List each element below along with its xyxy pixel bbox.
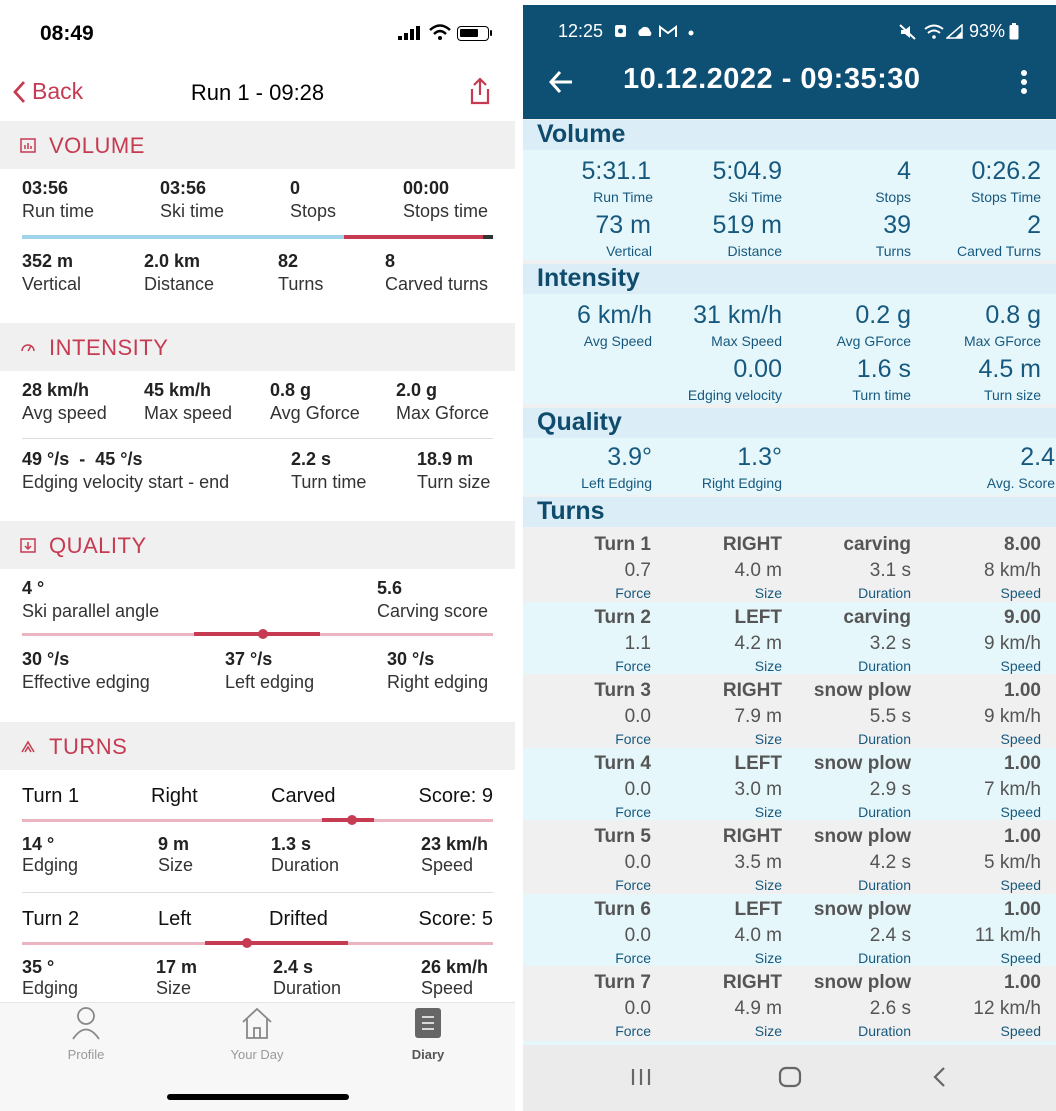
- volume-stops-time-label: Stops Time: [970, 189, 1041, 205]
- android-app: [523, 5, 1056, 1111]
- cellular-signal-icon: [398, 26, 420, 40]
- battery-icon: [1009, 23, 1019, 40]
- tab-profile-label: Profile: [67, 1047, 105, 1062]
- quality-avg-score-value: 2.4: [1020, 443, 1055, 471]
- turn-row[interactable]: Turn 7 RIGHT snow plow 1.00 0.0 4.9 m 2.6 s 12 km/h Force Size Duration Speed: [523, 967, 1056, 1039]
- gauge-icon: [20, 339, 36, 355]
- quality-stat-left-edging: 37 °/s Left edging: [225, 649, 315, 692]
- page-title: 10.12.2022 - 09:35:30: [623, 63, 921, 95]
- intensity-edging-velocity-value: 0.00: [733, 355, 782, 383]
- turn-row[interactable]: Turn 1 RIGHT carving 8.00 0.7 4.0 m 3.1 s 8 km/h Force Size Duration Speed: [523, 529, 1056, 601]
- turn-stat-size: 17 m Size: [156, 957, 198, 998]
- status-time: 12:25: [558, 21, 604, 41]
- volume-run-time-label: Run Time: [593, 189, 653, 205]
- intensity-stat-max-speed: 45 km/h Max speed: [144, 380, 233, 423]
- page-title: Run 1 - 09:28: [190, 80, 325, 105]
- intensity-max-speed-value: 31 km/h: [693, 301, 782, 329]
- intensity-turn-time-value: 1.6 s: [856, 355, 911, 383]
- wifi-icon: [429, 24, 451, 40]
- intensity-avg-speed-value: 6 km/h: [576, 301, 652, 329]
- volume-title: VOLUME: [49, 133, 145, 158]
- quality-right-edging-label: Right Edging: [701, 475, 782, 491]
- turn-score-slider: [22, 819, 493, 822]
- volume-vertical-value: 73 m: [595, 211, 651, 239]
- volume-stat-vertical: 352 m Vertical: [22, 251, 82, 294]
- intensity-stat-max-gforce: 2.0 g Max Gforce: [396, 380, 490, 423]
- turn-row[interactable]: Turn 6 LEFT snow plow 1.00 0.0 4.0 m 2.4 s 11 km/h Force Size Duration Speed: [523, 894, 1056, 966]
- volume-stat-carved-turns: 8 Carved turns: [385, 251, 489, 294]
- volume-title: Volume: [537, 120, 626, 148]
- signal-icon: [946, 24, 963, 39]
- volume-stat-stops: 0 Stops: [290, 178, 337, 221]
- turn-side: Right: [151, 785, 198, 807]
- turns-icon: [20, 738, 36, 754]
- intensity-stat-avg-gforce: 0.8 g Avg Gforce: [270, 380, 360, 423]
- volume-distance-label: Distance: [727, 243, 782, 259]
- volume-grid: [523, 150, 1056, 260]
- turns-section-header: [0, 722, 515, 770]
- turns-title: TURNS: [49, 734, 128, 759]
- person-icon: [71, 1006, 101, 1040]
- tab-diary-label: Diary: [411, 1047, 445, 1062]
- home-indicator[interactable]: [167, 1094, 349, 1100]
- ios-app: [0, 0, 515, 1111]
- quality-stat-effective-edging: 30 °/s Effective edging: [22, 649, 150, 692]
- intensity-turn-time-label: Turn time: [852, 387, 911, 403]
- quality-section-header: [523, 408, 1056, 438]
- tab-your-day[interactable]: [197, 1006, 317, 1062]
- battery-icon: [457, 26, 489, 41]
- quality-stat-ski-parallel: 4 ° Ski parallel angle: [22, 578, 160, 621]
- turn-stat-size: 9 m Size: [158, 834, 194, 875]
- diary-icon: [414, 1006, 442, 1040]
- quality-avg-score-label: Avg. Score: [986, 475, 1055, 491]
- volume-section-header: [523, 120, 1056, 150]
- calendar-check-icon: [20, 537, 36, 553]
- intensity-max-gforce-label: Max GForce: [963, 333, 1041, 349]
- volume-section-header: [0, 121, 515, 169]
- quality-left-edging-label: Left Edging: [581, 475, 652, 491]
- battery-percent: 93%: [969, 21, 1006, 41]
- volume-stat-turns: 82 Turns: [278, 251, 324, 294]
- quality-grid: [523, 438, 1056, 495]
- notification-icon: [614, 24, 627, 38]
- intensity-stat-avg-speed: 28 km/h Avg speed: [22, 380, 107, 423]
- recent-apps-icon[interactable]: [630, 1067, 652, 1087]
- turn-score-slider: [22, 942, 493, 945]
- status-time: 08:49: [40, 22, 94, 45]
- quality-stat-right-edging: 30 °/s Right edging: [387, 649, 489, 692]
- quality-right-edging-value: 1.3°: [737, 443, 782, 471]
- volume-stat-stops-time: 00:00 Stops time: [403, 178, 489, 221]
- intensity-grid: [523, 294, 1056, 404]
- turn-stat-edging: 35 ° Edging: [22, 957, 79, 998]
- intensity-max-gforce-value: 0.8 g: [985, 301, 1041, 329]
- share-icon[interactable]: [468, 76, 492, 106]
- volume-stops-value: 4: [897, 157, 911, 185]
- back-label: Back: [32, 78, 84, 104]
- turns-section-header: [523, 497, 1056, 527]
- quality-title: Quality: [537, 408, 622, 436]
- intensity-title: Intensity: [537, 264, 640, 292]
- calendar-chart-icon: [20, 137, 36, 153]
- turn-name: Turn 2: [22, 908, 80, 930]
- nav-back-icon[interactable]: [932, 1066, 946, 1088]
- intensity-turn-size-label: Turn size: [983, 387, 1041, 403]
- arrow-back-icon[interactable]: [548, 69, 574, 95]
- turn-stat-speed: 26 km/h Speed: [421, 957, 489, 998]
- intensity-section-header: [0, 323, 515, 371]
- volume-stat-distance: 2.0 km Distance: [144, 251, 215, 294]
- divider: [22, 892, 493, 893]
- dot-icon: [688, 30, 694, 36]
- turn-row[interactable]: Turn 3 RIGHT snow plow 1.00 0.0 7.9 m 5.5 s 9 km/h Force Size Duration Speed: [523, 675, 1056, 747]
- turn-row[interactable]: Turn 4 LEFT snow plow 1.00 0.0 3.0 m 2.9 s 7 km/h Force Size Duration Speed: [523, 748, 1056, 820]
- volume-stat-ski-time: 03:56 Ski time: [160, 178, 225, 221]
- volume-ski-time-label: Ski Time: [728, 189, 782, 205]
- wifi-icon: [924, 24, 944, 39]
- tab-diary[interactable]: [368, 1006, 488, 1062]
- turn-side: Left: [158, 908, 192, 930]
- volume-turns-value: 39: [883, 211, 911, 239]
- turn-type: Drifted: [269, 908, 328, 930]
- android-nav-bar: [523, 1045, 1056, 1111]
- mute-icon: [899, 24, 916, 40]
- turns-ratio-bar: [22, 235, 493, 239]
- turn-stat-duration: 2.4 s Duration: [273, 957, 342, 998]
- house-icon: [241, 1006, 273, 1040]
- turn-type: Carved: [271, 785, 336, 807]
- volume-carved-turns-label: Carved Turns: [956, 243, 1041, 259]
- quality-left-edging-value: 3.9°: [607, 443, 652, 471]
- divider: [22, 438, 493, 439]
- quality-title: QUALITY: [49, 533, 147, 558]
- home-icon[interactable]: [778, 1066, 802, 1088]
- turn-name: Turn 1: [22, 785, 80, 807]
- turn-score: Score: 5: [418, 908, 493, 930]
- overflow-menu-icon[interactable]: [1020, 69, 1028, 95]
- intensity-max-speed-label: Max Speed: [711, 333, 782, 349]
- turn-score: Score: 9: [418, 785, 493, 807]
- volume-distance-value: 519 m: [712, 211, 782, 239]
- carving-score-slider: [22, 633, 493, 636]
- intensity-section-header: [523, 264, 1056, 294]
- tab-your-day-label: Your Day: [230, 1047, 284, 1062]
- intensity-avg-gforce-label: Avg GForce: [836, 333, 911, 349]
- cloud-icon: [636, 26, 653, 37]
- turn-stat-speed: 23 km/h Speed: [421, 834, 489, 875]
- intensity-avg-gforce-value: 0.2 g: [855, 301, 911, 329]
- intensity-stat-turn-time: 2.2 s Turn time: [291, 449, 367, 492]
- volume-stops-time-value: 0:26.2: [971, 157, 1041, 185]
- turns-list[interactable]: [523, 527, 1056, 1045]
- turn-row[interactable]: Turn 2 LEFT carving 9.00 1.1 4.2 m 3.2 s 9 km/h Force Size Duration Speed: [523, 602, 1056, 674]
- volume-turns-label: Turns: [875, 243, 911, 259]
- intensity-title: INTENSITY: [49, 335, 169, 360]
- intensity-turn-size-value: 4.5 m: [978, 355, 1041, 383]
- volume-carved-turns-value: 2: [1027, 211, 1041, 239]
- volume-stops-label: Stops: [875, 189, 911, 205]
- intensity-stat-turn-size: 18.9 m Turn size: [417, 449, 491, 492]
- intensity-avg-speed-label: Avg Speed: [583, 333, 652, 349]
- turn-stat-edging: 14 ° Edging: [22, 834, 79, 875]
- quality-stat-carving-score: 5.6 Carving score: [377, 578, 489, 621]
- intensity-stat-edging-velocity: 49 °/s - 45 °/s Edging velocity start - end: [22, 449, 230, 492]
- gmail-icon: [659, 25, 677, 38]
- turn-row[interactable]: Turn 5 RIGHT snow plow 1.00 0.0 3.5 m 4.2 s 5 km/h Force Size Duration Speed: [523, 821, 1056, 893]
- turns-title: Turns: [537, 497, 605, 525]
- volume-run-time-value: 5:31.1: [581, 157, 651, 185]
- volume-ski-time-value: 5:04.9: [712, 157, 782, 185]
- intensity-edging-velocity-label: Edging velocity: [687, 387, 782, 403]
- volume-vertical-label: Vertical: [606, 243, 652, 259]
- volume-stat-run-time: 03:56 Run time: [22, 178, 95, 221]
- turn-stat-duration: 1.3 s Duration: [271, 834, 340, 875]
- status-bar: [523, 5, 1056, 45]
- quality-section-header: [0, 521, 515, 569]
- tab-profile[interactable]: [26, 1006, 146, 1062]
